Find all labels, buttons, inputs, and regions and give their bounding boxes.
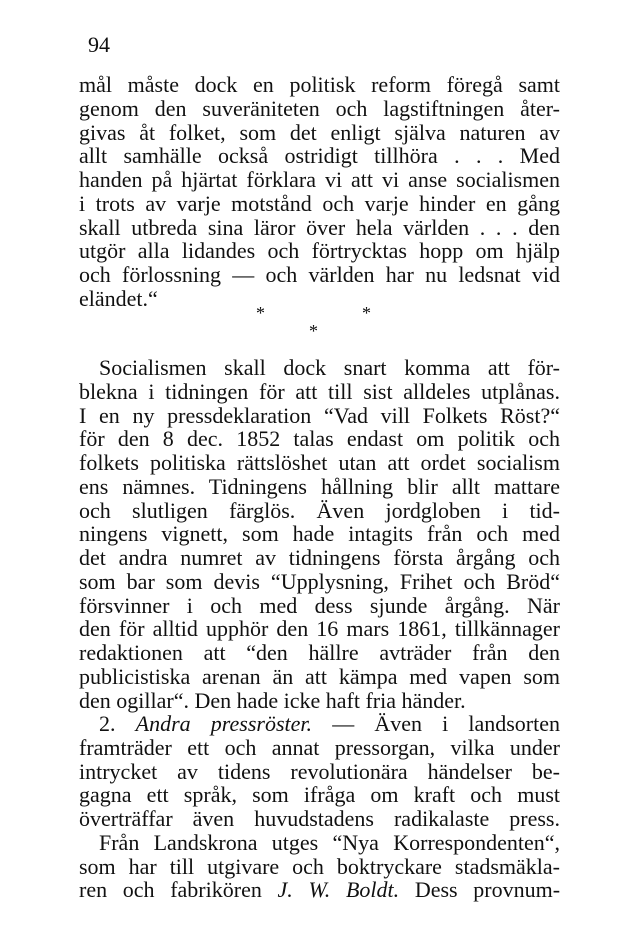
section-heading-rest: — Även i landsorten [332,711,561,736]
text-line: allt samhälle också ostridigt tillhöra . . . Med [79,143,560,169]
text-line: Socialismen skall dock snart komma att för- [99,355,560,380]
text-line: den ogillar“. Den hade icke haft fria händer. [79,687,466,713]
text-line: försvinner i och med dess sjunde årgång. När [79,592,560,618]
text-line: mål måste dock en politisk reform föregå samt [79,72,560,97]
text-line: som har till utgivare och boktryckare stadsmäkla- [79,853,560,879]
final-text-line [79,878,560,902]
asterisk: * [362,303,371,323]
text-line: handen på hjärtat förklara vi att vi anse socialismen [79,167,560,192]
text-line: blekna i tidningen för att till sist alldeles utplånas. [79,378,560,404]
text-line: det andra numret av tidningens första årgång och [79,545,560,570]
person-name: J. W. Boldt. [277,877,400,903]
text-line: publicistiska arenan än att kämpa med vapen som [79,663,560,689]
text-line: redaktionen att “den hällre avträder från den [79,640,560,665]
section-number: 2. [99,711,116,736]
text-line: ningens vignett, som hade intagits från och med [79,521,560,547]
text-line: överträffar även huvudstadens radikalaste press. [79,806,560,831]
text-line: i trots av varje motstånd och varje hinder en gång [79,190,560,216]
paragraph-socialism [79,356,560,712]
text-line: som bar som devis “Upplysning, Frihet och Bröd“ [79,568,560,594]
text-line: för den 8 dec. 1852 talas endast om politik och [79,426,560,452]
text-line: och förlossning — och världen har nu ledsnat vid [79,262,560,287]
text-line: folkets politiska rättslöshet utan att ordet socialism [79,450,560,475]
text-line: och slutligen färglös. Även jordgloben i tid- [79,497,560,523]
page-number: 94 [88,32,110,57]
text-line: I en ny pressdeklaration “Vad vill Folkets Röst?“ [79,402,560,428]
text-line: framträder ett och annat pressorgan, vilka under [79,734,560,760]
paragraph-continuation [79,73,560,311]
text-line: gagna ett språk, som ifråga om kraft och must [79,782,560,808]
section-title: Andra pressröster. [135,711,313,736]
text-line: givas åt folket, som det enligt själva naturen av [79,119,560,145]
text-line: Från Landskrona utges “Nya Korrespondenten“, [99,829,560,855]
asterisk: * [256,303,265,323]
paragraph-other-press [79,712,560,902]
text-line: den för alltid upphör den 16 mars 1861, tillkännager [79,616,560,642]
text-line: eländet.“ [79,285,158,311]
section-break [250,304,390,344]
text-line: skall utbreda sina läror över hela världen . . . den [79,214,560,240]
text-line: utgör alla lidandes och förtrycktas hopp om hjälp [79,238,560,264]
asterisk: * [309,321,318,341]
text-line: genom den suveräniteten och lagstiftningen åter- [79,95,560,121]
text-line: intrycket av tidens revolutionära händelser be- [79,758,560,784]
section-heading-line [79,712,560,736]
text-fragment: Dess provnum- [414,877,561,903]
text-fragment: ren och fabrikören [79,877,262,903]
text-line: ens nämnes. Tidningens hållning blir allt mattare [79,473,560,499]
